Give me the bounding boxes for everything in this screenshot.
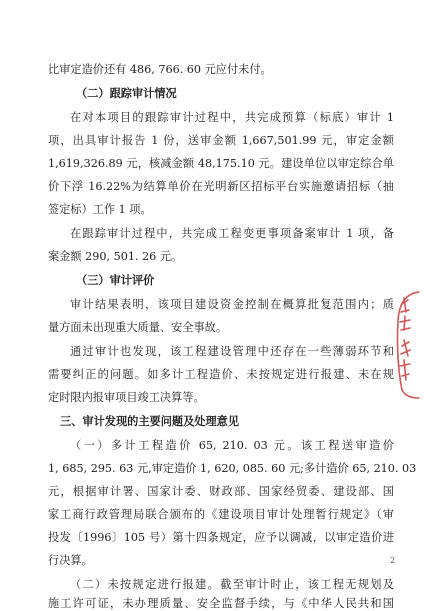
text-line: 在跟踪审计过程中，共完成工程变更事项备案审计 1 项，备 xyxy=(70,227,394,240)
text-line: 签定标）工作 1 项。 xyxy=(48,203,152,216)
text-line: 家工商行政管理局联合颁布的《建设项目审计处理暂行规定》（审 xyxy=(48,508,394,521)
text-line: 在对本项目的跟踪审计过程中，共完成预算（标底）审计 1 xyxy=(70,111,394,124)
text-line: 审计结果表明，该项目建设资金控制在概算批复范围内；质 xyxy=(70,298,394,311)
text-line: （一）多计工程造价 65, 210. 03 元。该工程送审造价 xyxy=(70,439,394,452)
text-line: 价下浮 16.22%为结算单价在光明新区招标平台实施邀请招标（抽 xyxy=(48,180,394,193)
text-line: 1, 685, 295. 63 元,审定造价 1, 620, 085. 60 元;多计造价 65, 210. 03 xyxy=(48,462,417,475)
text-line: 定时限内报审项目竣工决算等。 xyxy=(48,391,205,404)
section-heading: 三、审计发现的主要问题及处理意见 xyxy=(60,415,240,428)
text-line: 投发〔1996〕105 号）第十四条规定，应予以调减，以审定造价进 xyxy=(48,531,394,544)
text-line: 比审定造价还有 486, 766. 60 元应付未付。 xyxy=(48,63,272,76)
text-line: 量方面未出现重大质量、安全事故。 xyxy=(48,321,228,334)
text-line: 需要纠正的问题。如多计工程造价、未按规定进行报建、未在规 xyxy=(48,368,394,381)
red-seal-stamp xyxy=(392,290,422,400)
section-heading: （三）审计评价 xyxy=(76,274,155,287)
text-line: 案金额 290, 501. 26 元。 xyxy=(48,250,183,263)
text-line: 元，根据审计署、国家计委、财政部、国家经贸委、建设部、国 xyxy=(48,485,394,498)
text-line: 施工许可证，未办理质量、安全监督手续，与《中华人民共和国 xyxy=(48,597,394,610)
text-line: 1,619,326.89 元，核减金额 48,175.10 元。建设单位以审定综合单 xyxy=(48,157,394,170)
text-line: 通过审计也发现，该工程建设管理中还存在一些薄弱环节和 xyxy=(70,345,394,358)
text-line: 行决算。 xyxy=(48,554,93,567)
section-heading: （二）跟踪审计情况 xyxy=(76,87,177,100)
text-line: 项，出具审计报告 1 份，送审金额 1,667,501.99 元，审定金额 xyxy=(48,134,394,147)
text-line: （二）未按规定进行报建。截至审计时止，该工程无规划及 xyxy=(70,578,394,591)
page-number: 2 xyxy=(390,556,396,565)
